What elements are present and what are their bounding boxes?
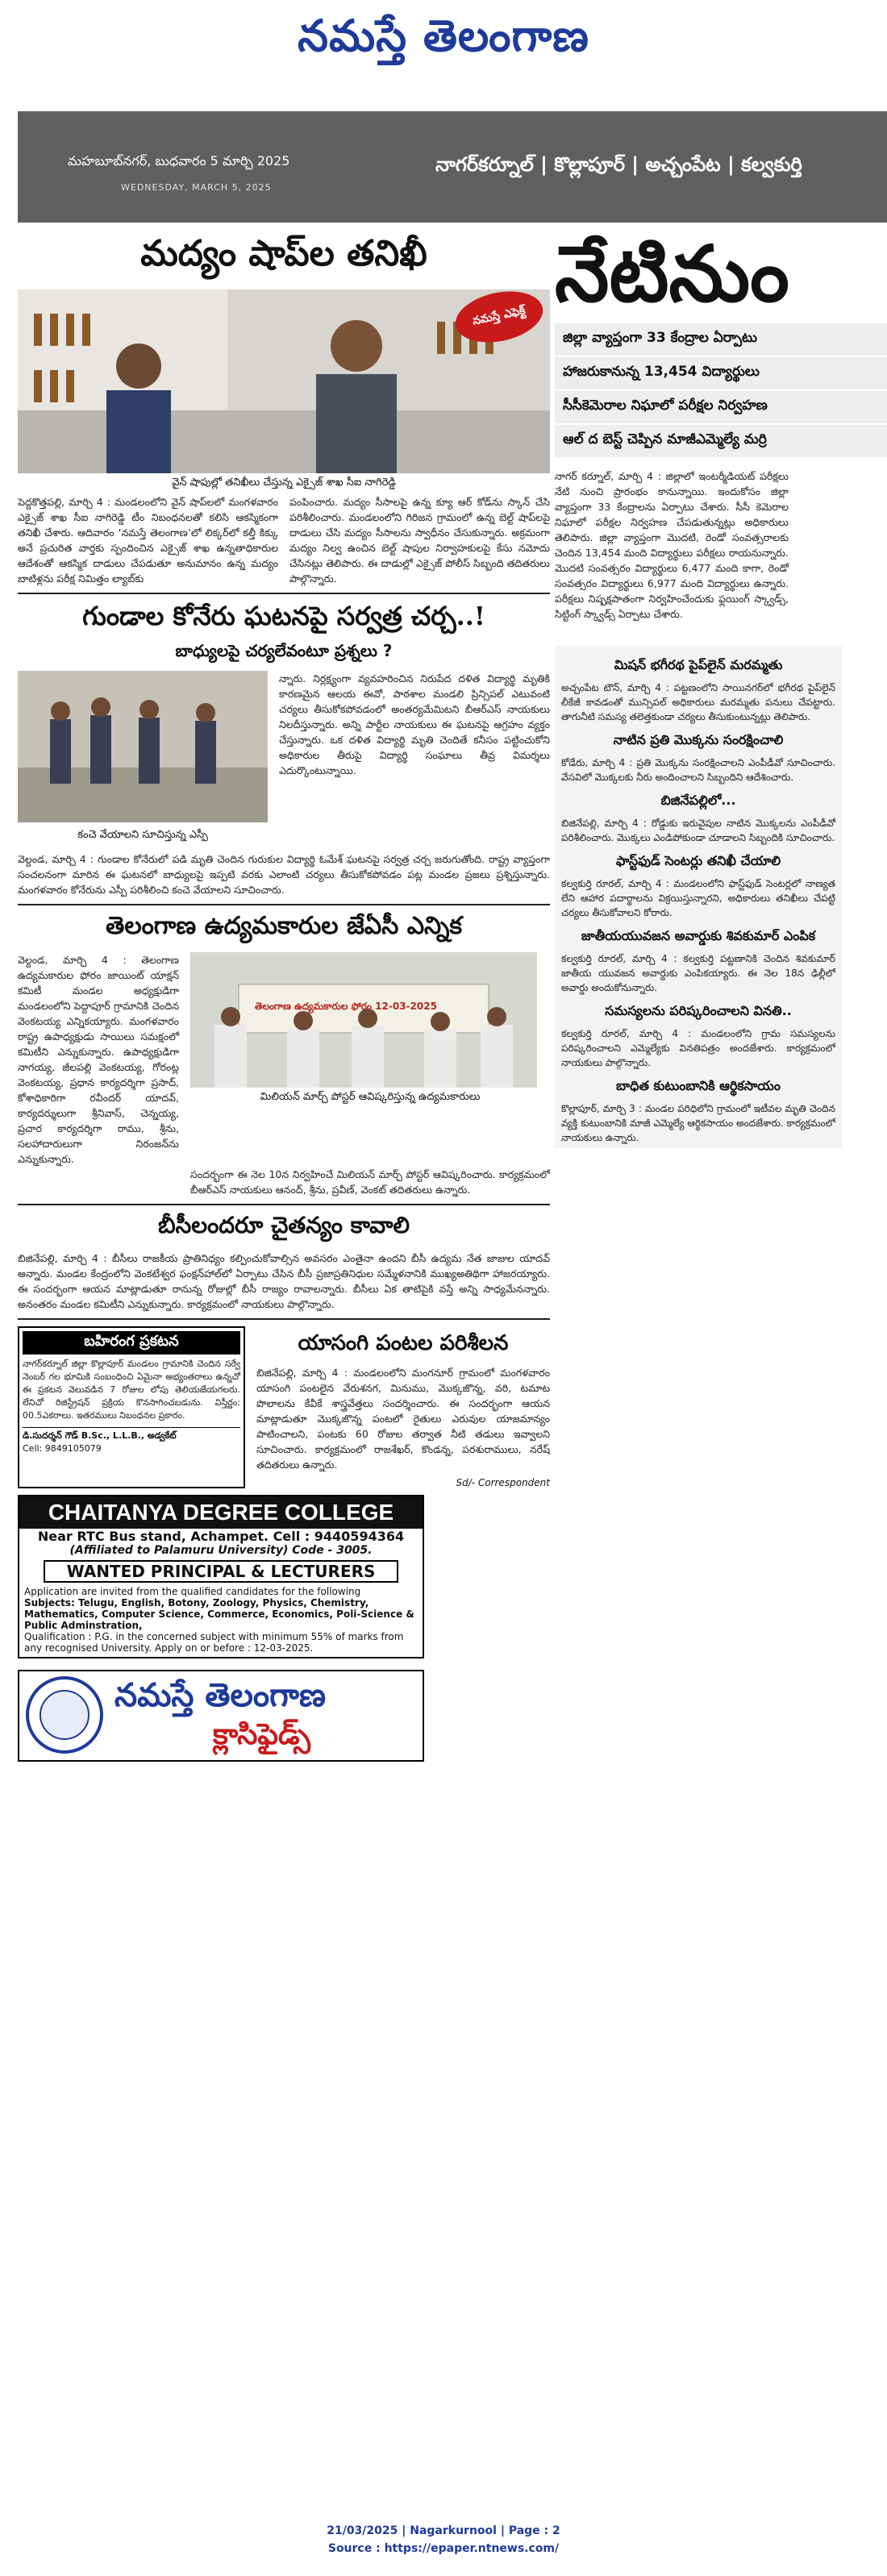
divider <box>18 593 550 594</box>
brief-body: అచ్చంపేట టౌన్, మార్చి 4 : పట్టణంలోని సాయినగర్‌లో భగీరథ పైప్‌లైన్ లీకేజీ కావడంతో మున్సిపల్ అధికారులు మరమ్మతు పనులు చేపట్టారు. తాగునీటి సమస్య తలెత్తకుండా చర్యలు తీసుకుంటున్నట్లు తెలిపారు. <box>561 682 835 722</box>
divider <box>18 904 550 905</box>
story2-photo-block <box>18 671 268 847</box>
brief-body: కల్వకుర్తి రూరల్, మార్చి 4 : మండలంలోని గ్రామ సమస్యలను పరిష్కరించాలని ఎమ్మెల్యేకు వినతిపత్రం అందజేశారు. కార్యక్రమంలో నాయకులు పాల్గొన్నారు. <box>561 1028 835 1068</box>
lead-headline: నేటినుం <box>555 230 789 318</box>
brief-title: జాతీయయువజన అవార్డుకు శివకుమార్ ఎంపిక <box>581 928 816 943</box>
brief-body: కల్వకుర్తి రూరల్, మార్చి 4 : కల్వకుర్తి పట్టణానికి చెందిన శివకుమార్ జాతీయ యువజన అవార్డుకు ఎంపికయ్యారు. ఈ నెల 18న ఢిల్లీలో అవార్డు అందుకోనున్నారు. <box>561 953 835 993</box>
newspaper-logo: నమస్తే తెలంగాణ <box>298 10 589 61</box>
classifieds-title: నమస్తే తెలంగాణ <box>115 1676 327 1714</box>
correspondent-credit: Sd/- Correspondent <box>456 1477 550 1488</box>
lead-bullet: సీసీకెమెరాల నిఘాలో పరీక్షల నిర్వహణ <box>555 391 887 425</box>
story1-body <box>18 494 550 586</box>
place-date: మహబూబ్‌నగర్, బుధవారం 5 మార్చి 2025 <box>68 153 290 169</box>
story5-body: బిజినేపల్లి, మార్చి 4 : మండలంలోని మంగనూర్ గ్రామంలో మంగళవారం యాసంగి పంటలైన వేరుశనగ, మినుము, మొక్కజొన్న, వరి, టమాట పొలాలను కేవీకే శాస్త్రవేత్తలు సందర్శించారు. ఈ సందర్భంగా ఆయన మాట్లాడుతూ మొక్కజొన్న పంటలో రైతులు ఎరువుల యాజమాన్యం పాటించాలని, పంటకు 60 రోజుల తర్వాత నీటి తడులు ఇవ్వాలని సూచించారు. కార్యక్రమంలో రాజశేఖర్, కొండన్న, పరశురాములు, నరేష్ తదితరులు ఉన్నారు. <box>256 1367 550 1471</box>
briefs-column <box>555 646 842 1148</box>
brief-title: సమస్యలను పరిష్కరించాలని వినతి.. <box>605 1003 792 1018</box>
poster-release-photo-icon <box>190 952 537 1088</box>
story2-row <box>18 671 550 847</box>
classifieds-sub: క్లాసిఫైడ్స్ <box>213 1718 310 1751</box>
ad-qualification: Qualification : P.G. in the concerned subject with minimum 55% of marks from any recognised University. Apply on or before : 12-03-2025. <box>24 1631 404 1654</box>
public-notice-body: నాగర్‌కర్నూల్ జిల్లా కొల్లాపూర్ మండలం గ్రామానికి చెందిన సర్వే నెంబర్ గల భూమికి సంబంధించి ఏమైనా అభ్యంతరాలు ఉన్నచో ఈ ప్రకటన వెలువడిన 7 రోజుల లోపు తెలియజేయగలరు. లేనిచో రిజిస్ట్రేషన్ ప్రక్రియ కొనసాగించబడును. విస్తీర్ణం: 00.5ఎకరాలు. ఇతరములు నిబంధనల ప్రకారం. <box>23 1359 240 1421</box>
story1-headline: మద్యం షాప్‌ల తనిఖీ <box>140 233 427 274</box>
story1-col1: పెద్దకొత్తపల్లి, మార్చి 4 : మండలంలోని వైన్ షాప్‌లలో మంగళవారం ఎక్సైజ్ శాఖ సీఐ నాగిరెడ్డి టీం నిబంధనలతో కలిసి ఆకస్మికంగా తనిఖీ చేశారు. ఆదివారం ‘నమస్తే తెలంగాణ’లో లిక్కర్‌లో కల్తీ కిక్కు అనే ప్రచురిత వార్తకు స్పందించిన ఎక్సైజ్ శాఖ ఉన్నతాధికారుల ఆదేశంతో ఆకస్మిక దాడులు చేపడుతూ అనుమానం ఉన్న మద్యం బాటిళ్లను పరీక్ష నిమిత్తం ల్యాబ్‌కు <box>18 496 278 585</box>
college-name: CHAITANYA DEGREE COLLEGE <box>19 1496 423 1529</box>
sp-inspection-photo-icon <box>18 671 268 822</box>
story3-photo <box>190 952 537 1088</box>
story2-body: వెల్దండ, మార్చి 4 : గుండాల కోనేరులో పడి మృతి చెందిన గురుకుల విద్యార్థి ఓమేశ్ ఘటనపై సర్వత్ర చర్చ జరుగుతోంది. రాష్ట్ర వ్యాప్తంగా సంచలనంగా మారిన ఈ ఘటనలో బాధ్యులపై ఇప్పటి వరకు ఎలాంటి చర్యలు తీసుకోకపోవడం పట్ల మండల ప్రజలు ప్రశ్నిస్తున్నారు. మంగళవారం కోనేరును ఎస్పీ పరిశీలించి కంచె వేయాలని సూచించారు. <box>18 853 550 896</box>
wanted-banner: WANTED PRINCIPAL & LECTURERS <box>44 1560 398 1583</box>
story3-caption: మిలియన్ మార్చ్ పోస్టర్ ఆవిష్కరిస్తున్న ఉద్యమకారులు <box>260 1091 481 1103</box>
story5-headline: యాసంగి పంటల పరిశీలన <box>298 1331 509 1355</box>
story1-caption: వైన్ షాపుల్లో తనిఖీలు చేస్తున్న ఎక్సైజ్ శాఖ సీఐ నాగిరెడ్డి <box>172 476 396 489</box>
lead-bullet: జిల్లా వ్యాప్తంగా 33 కేంద్రాల ఏర్పాటు <box>555 323 887 357</box>
footer-page-info: 21/03/2025 | Nagarkurnool | Page : 2 <box>327 2524 560 2537</box>
college-ad <box>18 1495 424 1658</box>
brief-title: నాటిన ప్రతి మొక్కను సంరక్షించాలి <box>613 732 784 747</box>
brief-title: మిషన్ భగీరథ పైప్‌లైన్ మరమ్మతు <box>614 657 783 672</box>
story1-col2: పంపించారు. మద్యం సీసాలపై ఉన్న క్యూ ఆర్ కోడ్‌ను స్కాన్ చేసి పరిశీలించారు. మండలంలోని గిరిజన గ్రామంలో ఉన్న బెల్ట్ షాప్‌లపై దాడులు చేసి మద్యం సీసాలను స్వాధీనం చేసుకున్నారు. అక్రమంగా మద్యం నిల్వ ఉంచిన బెల్ట్ షాపుల నిర్వాహకులపై కేసు నమోదు చేసినట్లు తెలిపారు. ఈ దాడుల్లో ఎక్సైజ్ పోలీస్ సిబ్బంది తదితరులు పాల్గొన్నారు. <box>289 496 550 585</box>
advocate-name: డి.సుదర్శన్ గౌడ్ B.Sc., L.L.B., అడ్వకేట్ <box>23 1427 240 1443</box>
lead-bullet: హాజరుకానున్న 13,454 విద్యార్థులు <box>555 357 887 391</box>
public-notice-heading: బహిరంగ ప్రకటన <box>23 1331 240 1355</box>
date-band <box>18 111 887 223</box>
story1-photo <box>18 289 550 473</box>
brief-body: కొల్లాపూర్, మార్చి 3 : మండల పరిధిలోని గ్రామంలో ఇటీవల మృతి చెందిన వ్యక్తి కుటుంబానికి మాజీ ఎమ్మెల్యే ఆర్థికసాయం అందజేశారు. కార్యక్రమంలో నాయకులు ఉన్నారు. <box>561 1103 835 1143</box>
advocate-phone: Cell: 9849105079 <box>23 1443 102 1454</box>
divider <box>18 1318 550 1320</box>
ad-intro: Application are invited from the qualified candidates for the following <box>24 1586 361 1597</box>
ad-subjects: Subjects: Telugu, English, Botony, Zoology, Physics, Chemistry, Mathematics, Computer Science, Commerce, Economics, Poli-Science & Public Adminstration, <box>24 1597 414 1631</box>
public-notice <box>18 1326 245 1488</box>
namasthe-effect-badge: నమస్తే ఎఫెక్ట్ <box>451 289 548 350</box>
lead-bullets <box>555 323 887 459</box>
english-date: WEDNESDAY, MARCH 5, 2025 <box>121 182 272 193</box>
story2-subhead: బాధ్యులపై చర్యలేవంటూ ప్రశ్నలు ? <box>175 641 393 660</box>
story3-row <box>18 952 550 1167</box>
story3-photo-block <box>190 952 550 1167</box>
right-column <box>555 230 887 1148</box>
masthead <box>0 0 887 97</box>
college-address: Near RTC Bus stand, Achampet. Cell : 9440594364 <box>37 1529 405 1544</box>
story3-headline: తెలంగాణ ఉద్యమకారుల జేఏసీ ఎన్నిక <box>105 912 462 940</box>
left-column <box>18 230 550 1762</box>
story2-col-right: న్నారు. నిర్లక్ష్యంగా వ్యవహరించిన నిరుపేద దళిత విద్యార్థి మృతికి కారణమైన ఆలయ ఈవో, పాఠశాల మండలి ప్రిన్సిపల్ ఎటువంటి చర్యలు తీసుకోకపోవడంలో అంతర్యమేమిటని బీఆర్‌ఎస్ నాయకులు నిలదీస్తున్నారు. అన్ని పార్టీల నాయకులు ఈ ఘటనపై ఆగ్రహం వ్యక్తం చేస్తున్నారు. ఒక దళిత విద్యార్థి మృతి చెందితే కనీసం పట్టించుకోని అధికారుల తీరుపై విద్యార్థి సంఘాలు తీవ్ర విమర్శలు ఎదుర్కొంటున్నాయి. <box>279 672 550 776</box>
brief-body: కల్వకుర్తి రూరల్, మార్చి 4 : మండలంలోని ఫాస్ట్‌ఫుడ్ సెంటర్లలో నాణ్యత లేని ఆహార పదార్థాలను విక్రయిస్తున్నారని, అధికారులు తనిఖీలు చేపట్టి చర్యలు తీసుకోవాలని కోరారు. <box>561 878 835 918</box>
college-affiliation: (Affiliated to Palamuru University) Code - 3005. <box>69 1544 373 1557</box>
edition-places: నాగర్‌కర్నూల్ | కొల్లాపూర్ | అచ్చంపేట | కల్వకుర్తి <box>435 153 802 176</box>
brief-body: బిజినేపల్లి, మార్చి 4 : రోడ్డుకు ఇరువైపుల నాటిన మొక్కలను ఎంపీడీవో పరిశీలించారు. మొక్కలు ఎండిపోకుండా చూడాలని సిబ్బందికి సూచించారు. <box>561 818 835 843</box>
poster-banner-text: తెలంగాణ ఉద్యమకారుల ఫోరం 12-03-2025 <box>255 1001 437 1012</box>
lead-bullet: ఆల్ ద బెస్ట్ చెప్పిన మాజీఎమ్మెల్యే మర్రి <box>555 425 887 459</box>
story3-col-left: వెల్దండ, మార్చి 4 : తెలంగాణ ఉద్యమకారుల ఫోరం జాయింట్ యాక్షన్ కమిటీ మండల అధ్యక్షుడిగా మండలంలోని పెద్దాపూర్ గ్రామానికి చెందిన వెంకటయ్య ఎన్నికయ్యారు. మంగళవారం రాష్ట్ర ఉపాధ్యక్షుడు సాయిలు సమక్షంలో కమిటీని ఎన్నుకున్నారు. ఉపాధ్యక్షుడిగా నాగయ్య, జీలపల్లి వెంకటయ్య, గోరంట్ల వెంకటయ్య, ప్రధాన కార్యదర్శిగా ప్రసాద్, కోశాధికారిగా రవీందర్ యాదవ్, కార్యదర్శులుగా శ్రీనివాస్, చెన్నయ్య, ప్రచార కార్యదర్శిగా రాము, శ్రీను, సలహాదారులుగా నిరంజన్‌ను ఎన్నుకున్నారు. <box>18 954 179 1165</box>
brief-body: కోడేరు, మార్చి 4 : ప్రతి మొక్కను సంరక్షించాలని ఎంపీడీవో సూచించారు. వేసవిలో మొక్కలకు నీరు అందించాలని సిబ్బందిని ఆదేశించారు. <box>561 757 835 783</box>
story5 <box>256 1326 550 1488</box>
story3-body: సందర్భంగా ఈ నెల 10న నిర్వహించే మిలియన్ మార్చ్ పోస్టర్ ఆవిష్కరించారు. కార్యక్రమంలో బీఆర్‌ఎస్ నాయకులు ఆనంద్, శ్రీను, ప్రవీణ్, వెంకట్ తదితరులు ఉన్నారు. <box>190 1168 550 1196</box>
story2-caption: కంచె వేయాలని సూచిస్తున్న ఎస్పీ <box>77 829 208 841</box>
brief-title: ఫాస్ట్‌ఫుడ్ సెంటర్లు తనిఖీ చేయాలి <box>615 853 781 868</box>
classifieds-seal-icon <box>24 1675 105 1755</box>
brief-title: బాధిత కుటుంబానికి ఆర్థికసాయం <box>616 1078 781 1093</box>
story4-headline: బీసీలందరూ చైతన్యం కావాలి <box>158 1212 410 1238</box>
classifieds-ad <box>18 1670 424 1762</box>
lead-body: నాగర్ కర్నూల్, మార్చి 4 : జిల్లాలో ఇంటర్మీడియట్ పరీక్షలు నేటి నుంచి ప్రారంభం కానున్నాయి. ఇందుకోసం జిల్లా వ్యాప్తంగా 33 కేంద్రాలను ఏర్పాటు చేశారు. సీసీ కెమెరాల నిఘాలో పరీక్షల నిర్వహణ చేపడుతున్నట్లు అధికారులు తెలిపారు. జిల్లా వ్యాప్తంగా మొదటి, రెండో సంవత్సరాలకు చెందిన 13,454 మంది విద్యార్థులు పరీక్షలు రాయనున్నారు. మొదటి సంవత్సరం విద్యార్థులు 6,477 మంది కాగా, రెండో సంవత్సరం విద్యార్థులు 6,977 మంది విద్యార్థులు ఉన్నారు. పరీక్షలు నిష్పక్షపాతంగా నిర్వహించేందుకు ఫ్లయింగ్ స్క్వాడ్స్, సిట్టింగ్ స్క్వాడ్స్ ఏర్పాటు చేశారు. <box>555 470 789 620</box>
story2-headline: గుండాల కోనేరు ఘటనపై సర్వత్ర చర్చ..! <box>82 601 485 631</box>
story4-body: బిజినేపల్లి, మార్చి 4 : బీసీలు రాజకీయ ప్రాతినిధ్యం కల్పించుకోవాల్సిన అవసరం ఎంతైనా ఉందని బీసీ ఉద్యమ నేత జాజుల యాదవ్ అన్నారు. మండల కేంద్రంలోని వెంకటేశ్వర ఫంక్షన్‌హాల్‌లో ఏర్పాటు చేసిన బీసీ ప్రజాప్రతినిధుల సమ్మేళనానికి ముఖ్యఅతిథిగా హాజరయ్యారు. ఈ సందర్భంగా ఆయన మాట్లాడుతూ రానున్న రోజుల్లో బీసీ రాజ్యం రావాలన్నారు. బీసీలు ఏక తాటిపైకి వస్తే అన్ని సాధ్యమేనన్నారు. అనంతరం మండల కమిటీని ఎన్నుకున్నారు. కార్యక్రమంలో నాయకులు పాల్గొన్నారు. <box>18 1252 550 1310</box>
page-footer <box>0 2522 887 2557</box>
notice-row <box>18 1326 550 1488</box>
divider <box>18 1204 550 1205</box>
footer-source-link[interactable]: Source : https://epaper.ntnews.com/ <box>327 2542 560 2555</box>
brief-title: బిజినేపల్లిలో... <box>660 793 736 808</box>
